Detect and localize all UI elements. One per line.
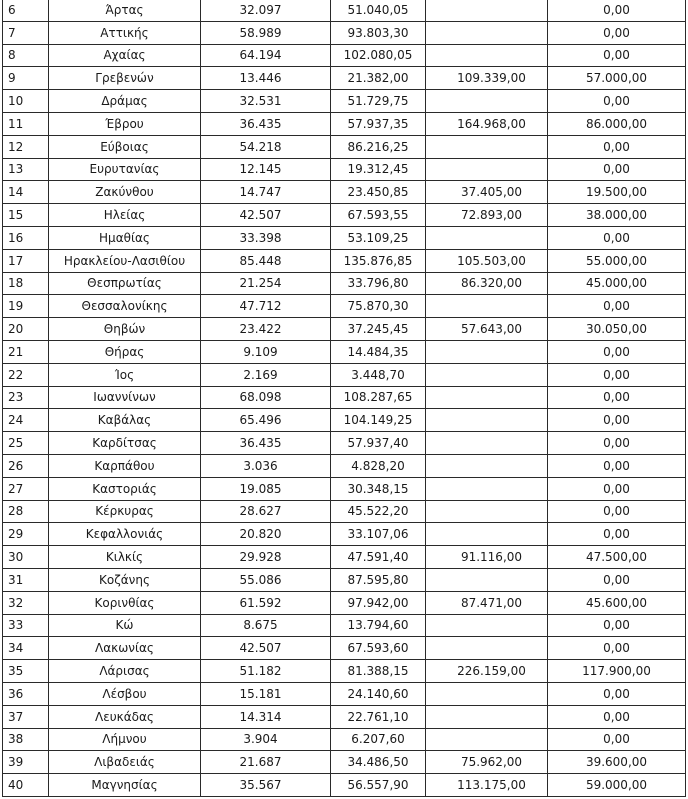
amount-value: 4.828,20 xyxy=(331,454,426,477)
table-row xyxy=(3,774,686,797)
population-value: 15.181 xyxy=(201,682,331,705)
table-row xyxy=(3,340,686,363)
allocation-value: 0,00 xyxy=(548,135,686,158)
allocation-value: 0,00 xyxy=(548,158,686,181)
table-row xyxy=(3,682,686,705)
amount-value: 67.593,60 xyxy=(331,637,426,660)
prefecture-name: Έβρου xyxy=(49,112,201,135)
amount-value: 135.876,85 xyxy=(331,249,426,272)
prefecture-name: Ευρυτανίας xyxy=(49,158,201,181)
row-number: 28 xyxy=(3,500,49,523)
allocation-value: 0,00 xyxy=(548,500,686,523)
amount-value: 45.522,20 xyxy=(331,500,426,523)
row-number: 21 xyxy=(3,340,49,363)
allocation-value: 0,00 xyxy=(548,363,686,386)
table-row xyxy=(3,546,686,569)
prefecture-name: Κιλκίς xyxy=(49,546,201,569)
table-row xyxy=(3,249,686,272)
amount-value: 23.450,85 xyxy=(331,181,426,204)
row-number: 23 xyxy=(3,386,49,409)
row-number: 30 xyxy=(3,546,49,569)
population-value: 58.989 xyxy=(201,21,331,44)
population-value: 29.928 xyxy=(201,546,331,569)
extra-amount-value xyxy=(426,44,548,67)
extra-amount-value xyxy=(426,21,548,44)
extra-amount-value: 57.643,00 xyxy=(426,318,548,341)
population-value: 42.507 xyxy=(201,637,331,660)
row-number: 29 xyxy=(3,523,49,546)
extra-amount-value: 91.116,00 xyxy=(426,546,548,569)
row-number: 31 xyxy=(3,568,49,591)
table-row xyxy=(3,204,686,227)
extra-amount-value xyxy=(426,158,548,181)
row-number: 10 xyxy=(3,90,49,113)
row-number: 24 xyxy=(3,409,49,432)
table-row xyxy=(3,363,686,386)
extra-amount-value xyxy=(426,568,548,591)
extra-amount-value xyxy=(426,637,548,660)
allocation-value: 0,00 xyxy=(548,568,686,591)
population-value: 12.145 xyxy=(201,158,331,181)
population-value: 36.435 xyxy=(201,112,331,135)
extra-amount-value xyxy=(426,363,548,386)
allocation-value: 0,00 xyxy=(548,637,686,660)
prefecture-name: Λακωνίας xyxy=(49,637,201,660)
population-value: 21.687 xyxy=(201,751,331,774)
allocation-value: 0,00 xyxy=(548,682,686,705)
row-number: 25 xyxy=(3,432,49,455)
prefecture-name: Εύβοιας xyxy=(49,135,201,158)
row-number: 38 xyxy=(3,728,49,751)
row-number: 11 xyxy=(3,112,49,135)
table-row xyxy=(3,386,686,409)
amount-value: 47.591,40 xyxy=(331,546,426,569)
table-row xyxy=(3,454,686,477)
extra-amount-value xyxy=(426,705,548,728)
table-row xyxy=(3,568,686,591)
allocation-value: 0,00 xyxy=(548,705,686,728)
population-value: 21.254 xyxy=(201,272,331,295)
row-number: 19 xyxy=(3,295,49,318)
prefecture-name: Λευκάδας xyxy=(49,705,201,728)
row-number: 22 xyxy=(3,363,49,386)
amount-value: 108.287,65 xyxy=(331,386,426,409)
extra-amount-value: 87.471,00 xyxy=(426,591,548,614)
extra-amount-value xyxy=(426,682,548,705)
prefecture-name: Καρδίτσας xyxy=(49,432,201,455)
allocation-value: 39.600,00 xyxy=(548,751,686,774)
allocation-value: 45.000,00 xyxy=(548,272,686,295)
row-number: 12 xyxy=(3,135,49,158)
allocation-value: 0,00 xyxy=(548,386,686,409)
prefecture-name: Αχαίας xyxy=(49,44,201,67)
row-number: 14 xyxy=(3,181,49,204)
extra-amount-value xyxy=(426,728,548,751)
population-value: 9.109 xyxy=(201,340,331,363)
population-value: 8.675 xyxy=(201,614,331,637)
amount-value: 51.729,75 xyxy=(331,90,426,113)
extra-amount-value xyxy=(426,523,548,546)
prefecture-name: Καβάλας xyxy=(49,409,201,432)
population-value: 35.567 xyxy=(201,774,331,797)
population-value: 51.182 xyxy=(201,660,331,683)
allocation-value: 0,00 xyxy=(548,454,686,477)
extra-amount-value xyxy=(426,135,548,158)
table-row xyxy=(3,158,686,181)
prefecture-name: Θεσπρωτίας xyxy=(49,272,201,295)
population-value: 20.820 xyxy=(201,523,331,546)
allocation-value: 57.000,00 xyxy=(548,67,686,90)
population-value: 3.036 xyxy=(201,454,331,477)
table-row xyxy=(3,67,686,90)
prefecture-name: Θηβών xyxy=(49,318,201,341)
amount-value: 97.942,00 xyxy=(331,591,426,614)
allocation-value: 0,00 xyxy=(548,295,686,318)
amount-value: 81.388,15 xyxy=(331,660,426,683)
extra-amount-value xyxy=(426,226,548,249)
prefecture-name: Κοζάνης xyxy=(49,568,201,591)
prefecture-name: Μαγνησίας xyxy=(49,774,201,797)
extra-amount-value xyxy=(426,477,548,500)
allocation-value: 0,00 xyxy=(548,226,686,249)
row-number: 8 xyxy=(3,44,49,67)
allocation-value: 30.050,00 xyxy=(548,318,686,341)
amount-value: 19.312,45 xyxy=(331,158,426,181)
table-row xyxy=(3,751,686,774)
population-value: 68.098 xyxy=(201,386,331,409)
allocation-value: 0,00 xyxy=(548,523,686,546)
population-value: 47.712 xyxy=(201,295,331,318)
extra-amount-value xyxy=(426,90,548,113)
row-number: 39 xyxy=(3,751,49,774)
allocation-value: 86.000,00 xyxy=(548,112,686,135)
row-number: 26 xyxy=(3,454,49,477)
amount-value: 51.040,05 xyxy=(331,0,426,21)
row-number: 17 xyxy=(3,249,49,272)
allocation-value: 0,00 xyxy=(548,477,686,500)
allocation-value: 0,00 xyxy=(548,44,686,67)
allocation-value: 19.500,00 xyxy=(548,181,686,204)
allocation-value: 0,00 xyxy=(548,614,686,637)
table-row xyxy=(3,90,686,113)
population-value: 85.448 xyxy=(201,249,331,272)
population-value: 32.097 xyxy=(201,0,331,21)
extra-amount-value: 37.405,00 xyxy=(426,181,548,204)
population-value: 23.422 xyxy=(201,318,331,341)
amount-value: 13.794,60 xyxy=(331,614,426,637)
amount-value: 30.348,15 xyxy=(331,477,426,500)
amount-value: 33.107,06 xyxy=(331,523,426,546)
prefecture-name: Καστοριάς xyxy=(49,477,201,500)
row-number: 9 xyxy=(3,67,49,90)
extra-amount-value xyxy=(426,409,548,432)
extra-amount-value xyxy=(426,0,548,21)
population-value: 54.218 xyxy=(201,135,331,158)
table-row xyxy=(3,226,686,249)
prefecture-name: Ημαθίας xyxy=(49,226,201,249)
amount-value: 14.484,35 xyxy=(331,340,426,363)
table-row xyxy=(3,112,686,135)
prefecture-name: Λήμνου xyxy=(49,728,201,751)
population-value: 2.169 xyxy=(201,363,331,386)
extra-amount-value: 164.968,00 xyxy=(426,112,548,135)
allocation-value: 45.600,00 xyxy=(548,591,686,614)
population-value: 3.904 xyxy=(201,728,331,751)
prefecture-name: Θεσσαλονίκης xyxy=(49,295,201,318)
table-row xyxy=(3,272,686,295)
prefecture-name: Κεφαλλονιάς xyxy=(49,523,201,546)
amount-value: 67.593,55 xyxy=(331,204,426,227)
prefecture-name: Γρεβενών xyxy=(49,67,201,90)
allocation-value: 38.000,00 xyxy=(548,204,686,227)
table-row xyxy=(3,44,686,67)
amount-value: 37.245,45 xyxy=(331,318,426,341)
allocation-value: 59.000,00 xyxy=(548,774,686,797)
prefecture-name: Κώ xyxy=(49,614,201,637)
population-value: 14.314 xyxy=(201,705,331,728)
prefecture-name: Θήρας xyxy=(49,340,201,363)
row-number: 15 xyxy=(3,204,49,227)
allocation-value: 0,00 xyxy=(548,432,686,455)
prefecture-name: Λάρισας xyxy=(49,660,201,683)
table-row xyxy=(3,705,686,728)
row-number: 18 xyxy=(3,272,49,295)
allocation-table xyxy=(2,0,686,797)
table-row xyxy=(3,409,686,432)
amount-value: 75.870,30 xyxy=(331,295,426,318)
amount-value: 33.796,80 xyxy=(331,272,426,295)
table-row xyxy=(3,591,686,614)
table-row xyxy=(3,0,686,21)
prefecture-name: Κορινθίας xyxy=(49,591,201,614)
allocation-value: 0,00 xyxy=(548,90,686,113)
table-row xyxy=(3,637,686,660)
allocation-value: 0,00 xyxy=(548,728,686,751)
population-value: 64.194 xyxy=(201,44,331,67)
amount-value: 104.149,25 xyxy=(331,409,426,432)
amount-value: 22.761,10 xyxy=(331,705,426,728)
extra-amount-value: 109.339,00 xyxy=(426,67,548,90)
amount-value: 87.595,80 xyxy=(331,568,426,591)
table-row xyxy=(3,500,686,523)
population-value: 65.496 xyxy=(201,409,331,432)
extra-amount-value xyxy=(426,432,548,455)
table-row xyxy=(3,432,686,455)
amount-value: 21.382,00 xyxy=(331,67,426,90)
amount-value: 34.486,50 xyxy=(331,751,426,774)
table-row xyxy=(3,614,686,637)
prefecture-name: Ηρακλείου-Λασιθίου xyxy=(49,249,201,272)
table-row xyxy=(3,728,686,751)
prefecture-name: Ζακύνθου xyxy=(49,181,201,204)
population-value: 19.085 xyxy=(201,477,331,500)
extra-amount-value xyxy=(426,386,548,409)
allocation-value: 117.900,00 xyxy=(548,660,686,683)
amount-value: 86.216,25 xyxy=(331,135,426,158)
amount-value: 57.937,35 xyxy=(331,112,426,135)
extra-amount-value: 113.175,00 xyxy=(426,774,548,797)
table-row xyxy=(3,295,686,318)
amount-value: 24.140,60 xyxy=(331,682,426,705)
row-number: 34 xyxy=(3,637,49,660)
prefecture-name: Κέρκυρας xyxy=(49,500,201,523)
amount-value: 53.109,25 xyxy=(331,226,426,249)
allocation-value: 0,00 xyxy=(548,340,686,363)
prefecture-name: Ηλείας xyxy=(49,204,201,227)
amount-value: 56.557,90 xyxy=(331,774,426,797)
row-number: 7 xyxy=(3,21,49,44)
row-number: 40 xyxy=(3,774,49,797)
extra-amount-value: 105.503,00 xyxy=(426,249,548,272)
table-row xyxy=(3,318,686,341)
population-value: 28.627 xyxy=(201,500,331,523)
row-number: 35 xyxy=(3,660,49,683)
row-number: 36 xyxy=(3,682,49,705)
row-number: 13 xyxy=(3,158,49,181)
prefecture-name: Ίος xyxy=(49,363,201,386)
row-number: 33 xyxy=(3,614,49,637)
population-value: 42.507 xyxy=(201,204,331,227)
extra-amount-value xyxy=(426,500,548,523)
allocation-value: 0,00 xyxy=(548,409,686,432)
population-value: 14.747 xyxy=(201,181,331,204)
table-row xyxy=(3,21,686,44)
extra-amount-value xyxy=(426,454,548,477)
extra-amount-value: 72.893,00 xyxy=(426,204,548,227)
amount-value: 6.207,60 xyxy=(331,728,426,751)
prefecture-name: Καρπάθου xyxy=(49,454,201,477)
extra-amount-value: 226.159,00 xyxy=(426,660,548,683)
allocation-value: 0,00 xyxy=(548,21,686,44)
population-value: 13.446 xyxy=(201,67,331,90)
prefecture-name: Ιωαννίνων xyxy=(49,386,201,409)
row-number: 16 xyxy=(3,226,49,249)
amount-value: 3.448,70 xyxy=(331,363,426,386)
table-row xyxy=(3,477,686,500)
extra-amount-value xyxy=(426,340,548,363)
prefecture-name: Λέσβου xyxy=(49,682,201,705)
amount-value: 93.803,30 xyxy=(331,21,426,44)
extra-amount-value xyxy=(426,614,548,637)
population-value: 36.435 xyxy=(201,432,331,455)
extra-amount-value xyxy=(426,295,548,318)
population-value: 33.398 xyxy=(201,226,331,249)
row-number: 20 xyxy=(3,318,49,341)
table-row xyxy=(3,135,686,158)
prefecture-name: Λιβαδειάς xyxy=(49,751,201,774)
prefecture-name: Αττικής xyxy=(49,21,201,44)
population-value: 32.531 xyxy=(201,90,331,113)
population-value: 61.592 xyxy=(201,591,331,614)
table-row xyxy=(3,181,686,204)
prefecture-name: Δράμας xyxy=(49,90,201,113)
row-number: 32 xyxy=(3,591,49,614)
population-value: 55.086 xyxy=(201,568,331,591)
table-row xyxy=(3,660,686,683)
table-row xyxy=(3,523,686,546)
allocation-value: 0,00 xyxy=(548,0,686,21)
amount-value: 57.937,40 xyxy=(331,432,426,455)
prefecture-name: Άρτας xyxy=(49,0,201,21)
extra-amount-value: 86.320,00 xyxy=(426,272,548,295)
amount-value: 102.080,05 xyxy=(331,44,426,67)
allocation-value: 47.500,00 xyxy=(548,546,686,569)
extra-amount-value: 75.962,00 xyxy=(426,751,548,774)
row-number: 27 xyxy=(3,477,49,500)
row-number: 6 xyxy=(3,0,49,21)
row-number: 37 xyxy=(3,705,49,728)
allocation-value: 55.000,00 xyxy=(548,249,686,272)
